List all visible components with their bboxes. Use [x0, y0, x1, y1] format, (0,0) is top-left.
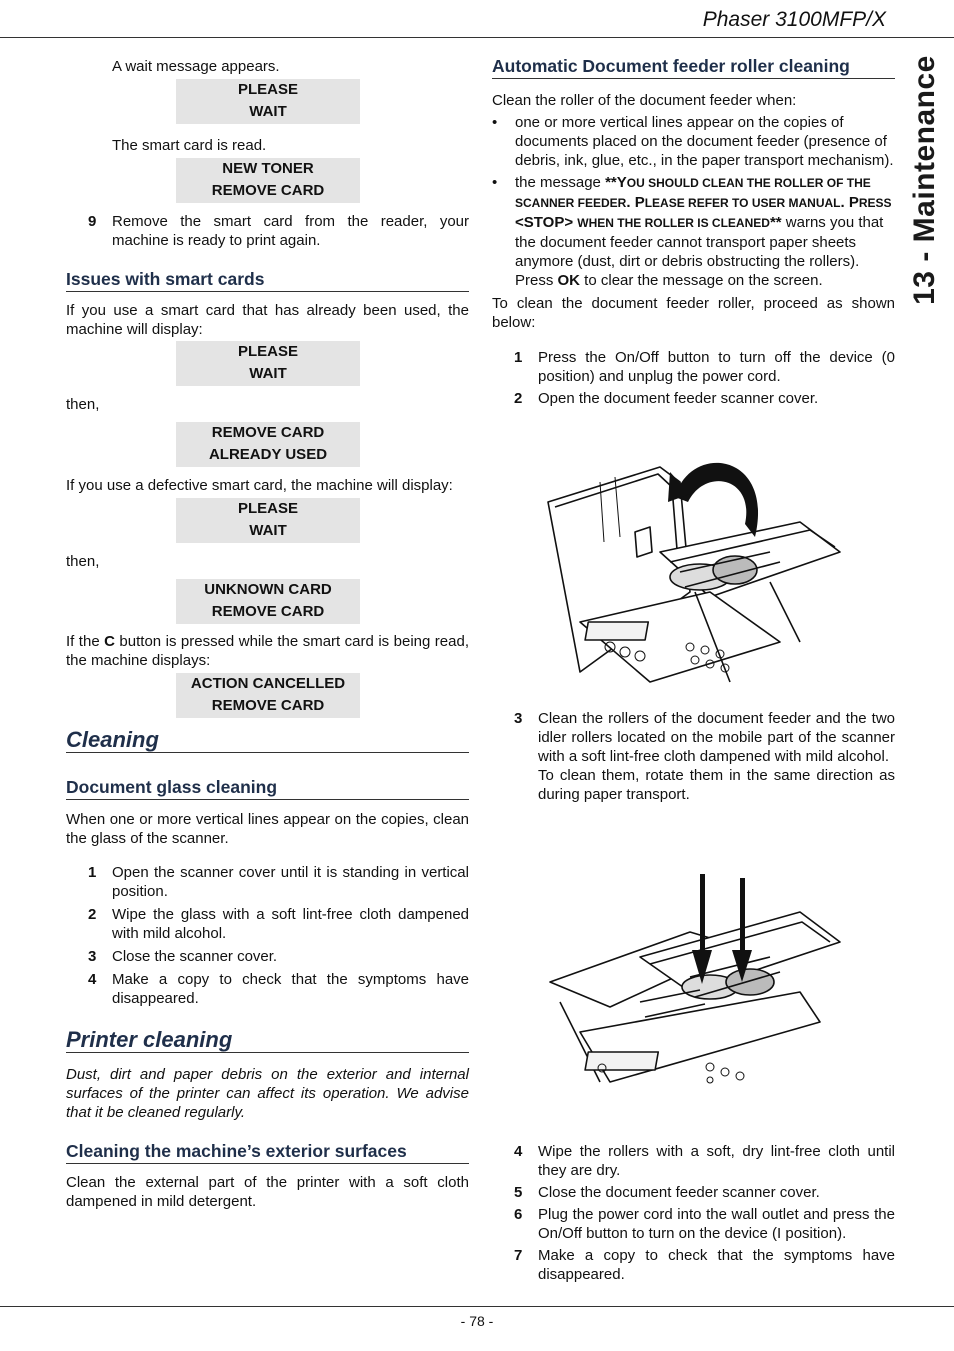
lcd-line: WAIT [249, 103, 287, 120]
step-item [88, 212, 469, 250]
feeder-rollers-illustration [540, 872, 845, 1087]
paragraph: Clean the external part of the printer with a soft cloth dampened in mild detergent. [66, 1174, 469, 1210]
step-item-continued: To clean them, rotate them in the same direction as during paper transport. [538, 767, 895, 803]
bullet-item: • the message **YOU SHOULD CLEAN THE ROLLER OF THE SCANNER FEEDER. PLEASE REFER TO USER MANUAL. PRESS <STOP> WHEN THE ROLLER IS CLEANED** warns you that the document feeder cannot transport paper sheets anymore (dust, dirt or debris obstructing the rollers). Press OK to clear the message on the screen. [492, 174, 892, 289]
chapter-tab-label: 13 - Maintenance [908, 55, 941, 305]
adf-steps-list [492, 348, 895, 408]
paragraph: Dust, dirt and paper debris on the exterior and internal surfaces of the printer can affect its operation. We advise that it be cleaned regularly. [66, 1066, 469, 1121]
step-item: 7 Make a copy to check that the symptoms have disappeared. [514, 1247, 895, 1283]
chapter-heading: Printer cleaning [66, 1030, 469, 1053]
step-item: 5 Close the document feeder scanner cover. [514, 1184, 820, 1201]
lcd-line: ACTION CANCELLED [190, 675, 346, 692]
step-item: 1 Open the scanner cover until it is standing in vertical position. [88, 864, 469, 900]
lcd-line: REMOVE CARD [211, 424, 325, 441]
header-divider [0, 37, 954, 38]
chapter-tab [905, 55, 945, 305]
section-heading: Cleaning the machine’s exterior surfaces [66, 1142, 469, 1164]
bullet-item: • one or more vertical lines appear on the copies of documents placed on the document feeder (presence of debris, ink, glue, etc., in the paper transport mechanism). [492, 114, 894, 169]
feeder-cover-open-illustration [540, 442, 845, 692]
paragraph: Clean the roller of the document feeder when: [492, 92, 797, 109]
footer-divider [0, 1306, 954, 1307]
right-column [492, 57, 895, 408]
then-text: then, [66, 396, 100, 413]
glass-steps-list [66, 863, 469, 1008]
lcd-display [176, 341, 360, 386]
card-read-text: The smart card is read. [112, 137, 267, 154]
lcd-line: REMOVE CARD [211, 697, 325, 714]
lcd-display [176, 158, 360, 203]
key-label: C [104, 633, 115, 650]
step-item: 4 Wipe the rollers with a soft, dry lint-free cloth until they are dry. [514, 1143, 895, 1179]
step-item: 6 Plug the power cord into the wall outlet and press the On/Off button to turn on the device (I position). [514, 1206, 895, 1242]
adf-steps-list-continued [492, 1142, 895, 1284]
section-heading: Document glass cleaning [66, 778, 469, 800]
lcd-line: WAIT [249, 522, 287, 539]
lcd-line: PLEASE [237, 500, 298, 517]
lcd-display [176, 79, 360, 124]
lcd-line: NEW TONER [222, 160, 314, 177]
step-item: 3 Close the scanner cover. [88, 948, 278, 965]
left-column [66, 57, 469, 1211]
section-heading: Automatic Document feeder roller cleaning [492, 57, 895, 79]
paragraph: When one or more vertical lines appear on the copies, clean the glass of the scanner. [66, 811, 469, 847]
step-item: 2 Wipe the glass with a soft lint-free cloth dampened with mild alcohol. [88, 906, 469, 942]
lcd-line: PLEASE [237, 81, 298, 98]
lcd-display [176, 579, 360, 624]
paragraph: To clean the document feeder roller, proceed as shown below: [492, 295, 895, 331]
step-item: 3 Clean the rollers of the document feeder and the two idler rollers located on the mobile part of the scanner with a soft lint-free cloth dampened with mild alcohol. [514, 710, 895, 765]
step-item: 4 Make a copy to check that the symptoms have disappeared. [88, 971, 469, 1007]
paragraph: If you use a defective smart card, the machine will display: [66, 477, 453, 494]
step-item: 1 Press the On/Off button to turn off the device (0 position) and unplug the power cord. [514, 349, 895, 385]
lcd-line: PLEASE [237, 343, 298, 360]
paragraph: If the C button is pressed while the smart card is being read, the machine displays: [66, 633, 469, 669]
document-title: Phaser 3100MFP/X [702, 8, 886, 31]
page-number: - 78 - [460, 1313, 494, 1329]
wait-message-text: A wait message appears. [112, 58, 280, 75]
then-text: then, [66, 553, 100, 570]
lcd-display [176, 673, 360, 718]
lcd-line: REMOVE CARD [211, 182, 325, 199]
lcd-line: UNKNOWN CARD [204, 581, 332, 598]
lcd-line: ALREADY USED [208, 446, 328, 463]
step-number: 9 [88, 213, 97, 230]
chapter-heading: Cleaning [66, 730, 469, 753]
step-item: 2 Open the document feeder scanner cover. [514, 390, 819, 407]
step3-block [492, 709, 895, 804]
lcd-display [176, 422, 360, 467]
paragraph: If you use a smart card that has already been used, the machine will display: [66, 302, 469, 338]
lcd-display [176, 498, 360, 543]
lcd-line: REMOVE CARD [211, 603, 325, 620]
lcd-line: WAIT [249, 365, 287, 382]
section-heading: Issues with smart cards [66, 270, 469, 292]
step-text: Remove the smart card from the reader, your machine is ready to print again. [112, 213, 469, 249]
